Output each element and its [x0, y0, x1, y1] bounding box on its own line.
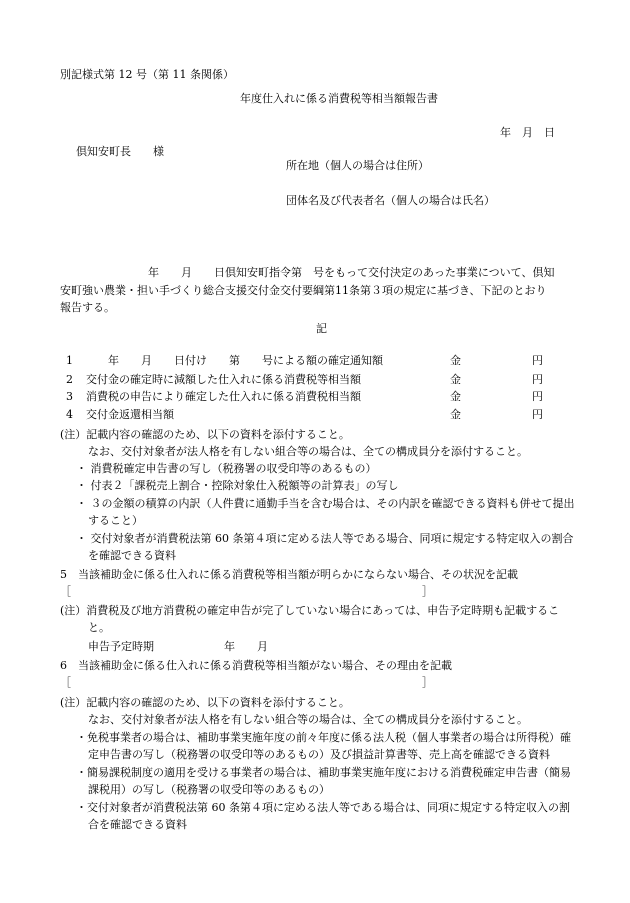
bracket-open: ［ — [60, 585, 71, 598]
note-3-sub: なお、交付対象者が法人格を有しない組合等の場合は、全ての構成員分を添付すること。 — [88, 713, 528, 726]
bracket-open: ［ — [60, 676, 71, 689]
item-kin: 金 — [450, 373, 461, 386]
note-3-bullet-3b: 合を確認できる資料 — [88, 818, 187, 831]
note-1-sub: なお、交付対象者が法人格を有しない組合等の場合は、全ての構成員分を添付すること。 — [88, 445, 528, 458]
item-kin: 金 — [450, 390, 461, 403]
note-2-cont: と。 — [88, 621, 110, 634]
note-1-bullet-2: ・ 付表２「課税売上割合・控除対象仕入税額等の計算表」の写し — [76, 479, 399, 492]
recipient: 倶知安町長 様 — [76, 145, 164, 158]
date-line: 年 月 日 — [500, 126, 555, 139]
note-3-bullet-1a: ・免税事業者の場合は、補助事業実施年度の前々年度に係る法人税（個人事業者の場合は所得税）確 — [76, 731, 571, 744]
bracket-close: ］ — [422, 585, 433, 598]
form-number: 別記様式第 12 号（第 11 条関係） — [60, 68, 234, 81]
bracket-close: ］ — [422, 676, 433, 689]
note-3-head: (注）記載内容の確認のため、以下の資料を添付すること。 — [60, 696, 350, 709]
item-number: 3 — [66, 390, 73, 403]
body-line-2: 安町強い農業・担い手づくり総合支援交付金交付要綱第11条第３項の規定に基づき、下記のとおり — [60, 284, 547, 297]
item-en: 円 — [532, 354, 543, 367]
item-number: 2 — [66, 373, 73, 386]
item-en: 円 — [532, 373, 543, 386]
body-line-3: 報告する。 — [60, 301, 115, 314]
document-title: 年度仕入れに係る消費税等相当額報告書 — [240, 92, 438, 105]
item-en: 円 — [532, 408, 543, 421]
note-1-bullet-3a: ・ ３の金額の積算の内訳（人件費に通勤手当を含む場合は、その内訳を確認できる資料も併せて提出 — [76, 497, 575, 510]
note-1-bullet-4b: を確認できる資料 — [88, 549, 176, 562]
item-text: 交付金返還相当額 — [86, 408, 174, 421]
note-3-bullet-1b: 定申告書の写し（税務署の収受印等のあるもの）及び損益計算書等、売上高を確認できる資料 — [88, 748, 550, 761]
body-line-1: 年 月 日倶知安町指令第 号をもって交付決定のあった事業について、倶知 — [148, 266, 555, 279]
item-text: 消費税の申告により確定した仕入れに係る消費税相当額 — [86, 390, 361, 403]
item-kin: 金 — [450, 354, 461, 367]
item-number: 1 — [66, 354, 73, 367]
note-1-bullet-4a: ・ 交付対象者が消費税法第 60 条第４項に定める法人等である場合、同項に規定する特定収入の割合 — [76, 532, 574, 545]
item-en: 円 — [532, 390, 543, 403]
item-5: 5 当該補助金に係る仕入れに係る消費税等相当額が明らかにならない場合、その状況を記載 — [60, 568, 518, 581]
note-3-bullet-2a: ・簡易課税制度の適用を受ける事業者の場合は、補助事業実施年度における消費税確定申告書（簡易 — [76, 766, 571, 779]
representative-label: 団体名及び代表者名（個人の場合は氏名） — [286, 194, 495, 207]
item-6: 6 当該補助金に係る仕入れに係る消費税等相当額がない場合、その理由を記載 — [60, 659, 452, 672]
note-1-bullet-3b: すること） — [88, 514, 143, 527]
address-label: 所在地（個人の場合は住所） — [286, 159, 429, 172]
note-3-bullet-3a: ・交付対象者が消費税法第 60 条第４項に定める法人等である場合は、同項に規定する特定収入の割 — [76, 801, 570, 814]
item-text: 年 月 日付け 第 号による額の確定通知額 — [86, 354, 383, 367]
note-3-bullet-2b: 課税用）の写し（税務署の収受印等のあるもの） — [88, 783, 330, 796]
note-1-bullet-1: ・ 消費税確定申告書の写し（税務署の収受印等のあるもの） — [76, 462, 377, 475]
note-1-head: (注）記載内容の確認のため、以下の資料を添付すること。 — [60, 428, 350, 441]
item-kin: 金 — [450, 408, 461, 421]
schedule-year-month: 年 月 — [224, 640, 268, 653]
schedule-label: 申告予定時期 — [88, 640, 154, 653]
item-number: 4 — [66, 408, 73, 421]
item-text: 交付金の確定時に減額した仕入れに係る消費税等相当額 — [86, 373, 361, 386]
ki-marker: 記 — [316, 322, 327, 335]
note-2: (注）消費税及び地方消費税の確定申告が完了していない場合にあっては、申告予定時期も記載するこ — [60, 604, 560, 617]
